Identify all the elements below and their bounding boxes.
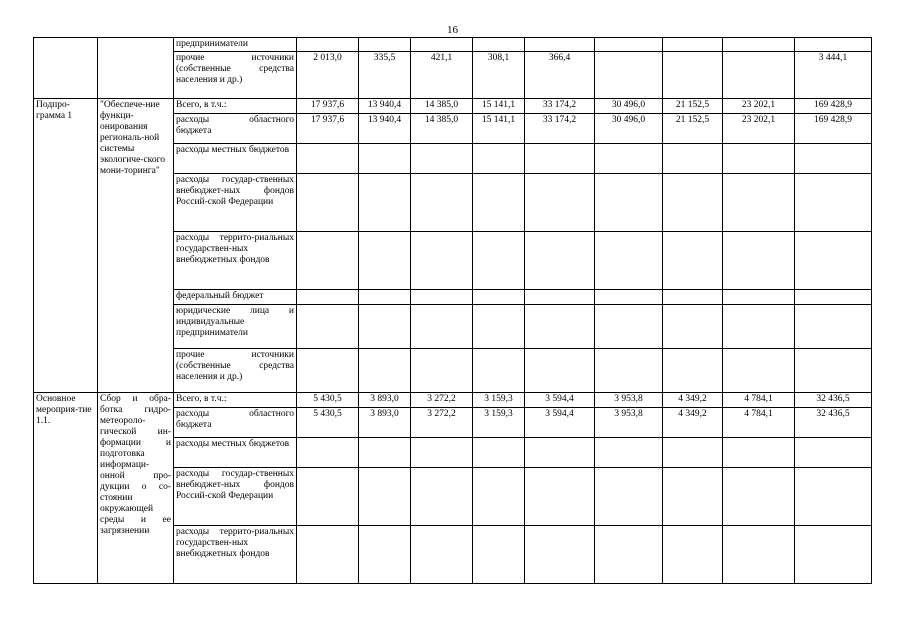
- value-cell: 14 385,0: [411, 99, 473, 114]
- section-description: "Обеспече-ние функци-онирования региональ-ной системы экологиче-ского мони-торинга": [98, 99, 174, 393]
- value-cell: 23 202,1: [723, 114, 795, 144]
- value-cell: [525, 144, 595, 174]
- value-cell: [359, 144, 411, 174]
- funding-source: федеральный бюджет: [174, 290, 297, 305]
- value-cell: [525, 38, 595, 52]
- value-cell: [595, 349, 663, 393]
- value-cell: [795, 144, 872, 174]
- value-cell: 4 349,2: [663, 393, 723, 408]
- value-cell: [723, 38, 795, 52]
- value-cell: 3 159,3: [473, 408, 525, 438]
- value-cell: [663, 526, 723, 584]
- table-row: [34, 38, 872, 52]
- value-cell: [595, 526, 663, 584]
- value-cell: [473, 290, 525, 305]
- funding-source: юридические лица и индивидуальные предприниматели: [174, 305, 297, 349]
- value-cell: [473, 468, 525, 526]
- value-cell: [595, 290, 663, 305]
- value-cell: [723, 232, 795, 290]
- value-cell: 30 496,0: [595, 99, 663, 114]
- value-cell: 4 784,1: [723, 393, 795, 408]
- value-cell: 3 953,8: [595, 393, 663, 408]
- budget-table: [33, 37, 872, 584]
- value-cell: [525, 305, 595, 349]
- value-cell: 366,4: [525, 52, 595, 99]
- value-cell: [411, 526, 473, 584]
- funding-source: Всего, в т.ч.:: [174, 99, 297, 114]
- value-cell: [663, 305, 723, 349]
- value-cell: [795, 290, 872, 305]
- value-cell: [473, 144, 525, 174]
- value-cell: [595, 174, 663, 232]
- value-cell: 3 444,1: [795, 52, 872, 99]
- value-cell: [723, 305, 795, 349]
- funding-source: предприниматели: [174, 38, 297, 52]
- value-cell: [663, 290, 723, 305]
- value-cell: [411, 438, 473, 468]
- table-row: [34, 99, 872, 114]
- value-cell: [297, 526, 359, 584]
- value-cell: 3 272,2: [411, 393, 473, 408]
- section-description: Сбор и обра-ботка гидро-метеороло-гической ин-формации и подготовка информаци-онной про-дукции о со-стоянии окружающей среды и ее загрязнении: [98, 393, 174, 584]
- value-cell: [723, 144, 795, 174]
- value-cell: 3 159,3: [473, 393, 525, 408]
- value-cell: 23 202,1: [723, 99, 795, 114]
- value-cell: 17 937,6: [297, 114, 359, 144]
- value-cell: [411, 38, 473, 52]
- value-cell: [595, 468, 663, 526]
- value-cell: [525, 526, 595, 584]
- value-cell: [525, 349, 595, 393]
- value-cell: 17 937,6: [297, 99, 359, 114]
- value-cell: [473, 232, 525, 290]
- value-cell: [595, 38, 663, 52]
- value-cell: [795, 468, 872, 526]
- value-cell: 169 428,9: [795, 99, 872, 114]
- value-cell: 5 430,5: [297, 408, 359, 438]
- value-cell: [595, 52, 663, 99]
- value-cell: [359, 232, 411, 290]
- value-cell: 32 436,5: [795, 393, 872, 408]
- value-cell: 15 141,1: [473, 99, 525, 114]
- funding-source: Всего, в т.ч.:: [174, 393, 297, 408]
- value-cell: [663, 468, 723, 526]
- value-cell: [595, 232, 663, 290]
- value-cell: [663, 349, 723, 393]
- funding-source: расходы государ-ственных внебюджет-ных фондов Россий-ской Федерации: [174, 468, 297, 526]
- funding-source: расходы государ-ственных внебюджет-ных фондов Россий-ской Федерации: [174, 174, 297, 232]
- value-cell: [723, 438, 795, 468]
- value-cell: 33 174,2: [525, 99, 595, 114]
- funding-source: расходы террито-риальных государствен-ных внебюджетных фондов: [174, 232, 297, 290]
- value-cell: [359, 38, 411, 52]
- value-cell: 30 496,0: [595, 114, 663, 144]
- funding-source: прочие источники (собственные средства населения и др.): [174, 349, 297, 393]
- funding-source: прочие источники (собственные средства населения и др.): [174, 52, 297, 99]
- value-cell: [795, 174, 872, 232]
- value-cell: [663, 438, 723, 468]
- value-cell: [473, 438, 525, 468]
- funding-source: расходы террито-риальных государствен-ных внебюджетных фондов: [174, 526, 297, 584]
- value-cell: [663, 174, 723, 232]
- value-cell: 2 013,0: [297, 52, 359, 99]
- section-description: [98, 38, 174, 99]
- value-cell: [473, 349, 525, 393]
- value-cell: 4 784,1: [723, 408, 795, 438]
- funding-source: расходы областного бюджета: [174, 114, 297, 144]
- value-cell: 3 893,0: [359, 393, 411, 408]
- value-cell: [411, 468, 473, 526]
- value-cell: [297, 305, 359, 349]
- page-number: 16: [447, 24, 458, 36]
- value-cell: 13 940,4: [359, 99, 411, 114]
- value-cell: [663, 144, 723, 174]
- value-cell: [411, 305, 473, 349]
- value-cell: [595, 144, 663, 174]
- value-cell: [723, 52, 795, 99]
- value-cell: [359, 468, 411, 526]
- value-cell: [723, 349, 795, 393]
- value-cell: 3 594,4: [525, 393, 595, 408]
- value-cell: 3 594,4: [525, 408, 595, 438]
- value-cell: [297, 438, 359, 468]
- value-cell: [297, 349, 359, 393]
- value-cell: [297, 468, 359, 526]
- value-cell: [297, 144, 359, 174]
- value-cell: [525, 174, 595, 232]
- value-cell: [411, 144, 473, 174]
- value-cell: 3 893,0: [359, 408, 411, 438]
- value-cell: 421,1: [411, 52, 473, 99]
- value-cell: [411, 174, 473, 232]
- value-cell: [411, 290, 473, 305]
- value-cell: [359, 305, 411, 349]
- value-cell: [297, 232, 359, 290]
- value-cell: [795, 305, 872, 349]
- value-cell: [473, 174, 525, 232]
- funding-source: расходы местных бюджетов: [174, 144, 297, 174]
- value-cell: [359, 174, 411, 232]
- value-cell: [359, 349, 411, 393]
- value-cell: 21 152,5: [663, 114, 723, 144]
- value-cell: [473, 526, 525, 584]
- value-cell: [795, 526, 872, 584]
- value-cell: 335,5: [359, 52, 411, 99]
- value-cell: 4 349,2: [663, 408, 723, 438]
- value-cell: 33 174,2: [525, 114, 595, 144]
- value-cell: [595, 305, 663, 349]
- section-label: Основное мероприя-тие 1.1.: [34, 393, 98, 584]
- value-cell: 3 272,2: [411, 408, 473, 438]
- value-cell: [795, 38, 872, 52]
- value-cell: 15 141,1: [473, 114, 525, 144]
- value-cell: [795, 232, 872, 290]
- value-cell: [723, 526, 795, 584]
- value-cell: [359, 526, 411, 584]
- value-cell: [297, 38, 359, 52]
- value-cell: [663, 232, 723, 290]
- value-cell: [795, 438, 872, 468]
- value-cell: 5 430,5: [297, 393, 359, 408]
- value-cell: [595, 438, 663, 468]
- value-cell: [473, 305, 525, 349]
- value-cell: 3 953,8: [595, 408, 663, 438]
- funding-source: расходы местных бюджетов: [174, 438, 297, 468]
- value-cell: [663, 52, 723, 99]
- section-label: Подпро-грамма 1: [34, 99, 98, 393]
- value-cell: [795, 349, 872, 393]
- value-cell: [525, 468, 595, 526]
- value-cell: [663, 38, 723, 52]
- value-cell: [473, 38, 525, 52]
- table-row: [34, 393, 872, 408]
- value-cell: 308,1: [473, 52, 525, 99]
- value-cell: [359, 290, 411, 305]
- value-cell: 13 940,4: [359, 114, 411, 144]
- value-cell: [297, 174, 359, 232]
- value-cell: [723, 290, 795, 305]
- value-cell: 169 428,9: [795, 114, 872, 144]
- value-cell: [525, 290, 595, 305]
- value-cell: [411, 232, 473, 290]
- value-cell: 32 436,5: [795, 408, 872, 438]
- value-cell: [723, 174, 795, 232]
- value-cell: [297, 290, 359, 305]
- value-cell: [411, 349, 473, 393]
- value-cell: 14 385,0: [411, 114, 473, 144]
- value-cell: [525, 232, 595, 290]
- funding-source: расходы областного бюджета: [174, 408, 297, 438]
- value-cell: 21 152,5: [663, 99, 723, 114]
- section-label: [34, 38, 98, 99]
- value-cell: [723, 468, 795, 526]
- value-cell: [359, 438, 411, 468]
- value-cell: [525, 438, 595, 468]
